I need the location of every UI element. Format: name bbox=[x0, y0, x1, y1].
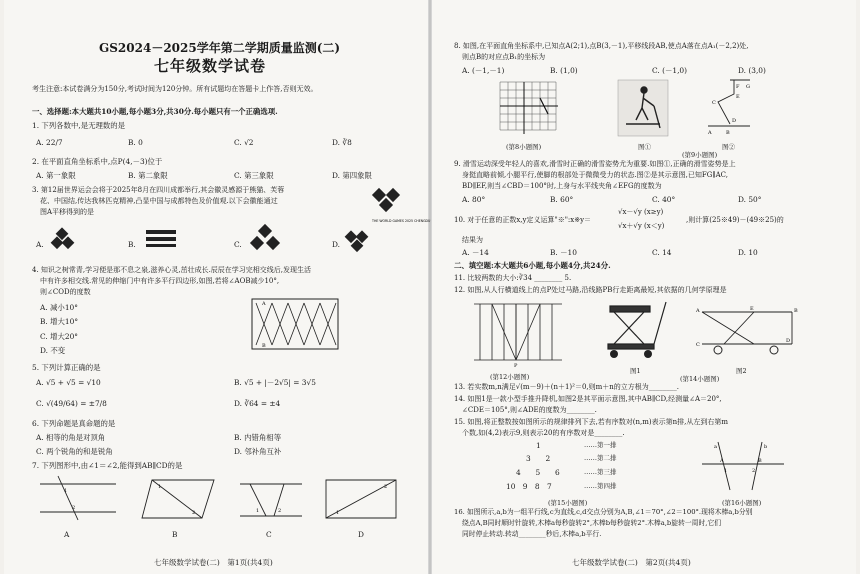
q14-fig2-label: 图2 bbox=[736, 367, 747, 375]
q15-row-3: 4 5 6 bbox=[516, 468, 560, 477]
q10-case2: √x＋√y (x＜y) bbox=[618, 222, 665, 230]
logo-c-choice bbox=[248, 224, 284, 256]
q5-option-b: B. √5 + |－2√5| = 3√5 bbox=[234, 378, 316, 387]
q4-option-b: B. 增大10° bbox=[40, 317, 79, 326]
q1-option-d: D. ∛8 bbox=[332, 138, 352, 147]
q10-option-c: C. 14 bbox=[652, 248, 672, 257]
skier-figure bbox=[616, 78, 670, 138]
svg-text:E: E bbox=[736, 94, 740, 100]
page-left bbox=[4, 0, 431, 574]
logo-a-text: THE WORLD GAMES 2025 CHENGDU bbox=[372, 219, 431, 223]
q8-line2: 则点B的对应点B₁的坐标为 bbox=[462, 53, 546, 61]
q10-case1: √x－√y (x≥y) bbox=[618, 208, 664, 216]
svg-text:1: 1 bbox=[336, 510, 340, 516]
q8-grid-figure bbox=[498, 78, 560, 138]
q16-caption: (第16小题图) bbox=[722, 499, 762, 507]
logo-a-choice bbox=[50, 226, 80, 254]
q9-option-a: A. 80° bbox=[462, 195, 486, 204]
svg-text:1: 1 bbox=[64, 488, 68, 494]
q8-option-b: B. (1,0) bbox=[550, 66, 578, 75]
q9-option-b: B. 60° bbox=[550, 195, 574, 204]
q9-line2: 身挺直略前倾,小腿平行,使脚的根部处于微微受力的状态.图②是其示意图,已知FG∥AC, bbox=[462, 171, 728, 179]
svg-text:2: 2 bbox=[384, 484, 388, 490]
gate-figure bbox=[250, 295, 340, 353]
q4-line2: 中有许多相交线.常见的伸缩门中有许多平行四边形,如图,若将∠AOB减少10°, bbox=[40, 277, 280, 285]
svg-text:B: B bbox=[758, 458, 762, 464]
lift-diagram-figure bbox=[694, 300, 798, 362]
svg-text:P: P bbox=[514, 363, 518, 369]
svg-text:2: 2 bbox=[192, 510, 196, 516]
q6-stem: 6. 下列命题是真命题的是 bbox=[32, 419, 116, 428]
q3-line1: 3. 第12届世界运会会将于2025年8月在四川成都举行,其会徽灵感源于熊猫、芙蓉 bbox=[32, 186, 285, 194]
q14-line1: 14. 如图1是一款小型手推升降机,如图2是其平面示意图,其中AB∥CD,经测量∠A＝20°, bbox=[454, 395, 722, 403]
svg-text:A: A bbox=[708, 130, 712, 136]
svg-text:A: A bbox=[262, 301, 266, 307]
q15-label-2: ……第二排 bbox=[584, 454, 617, 462]
q1-option-c: C. √2 bbox=[234, 138, 254, 147]
footer-right: 七年级数学试卷(二) 第2页(共4页) bbox=[572, 558, 691, 567]
footer-left: 七年级数学试卷(二) 第1页(共4页) bbox=[154, 558, 273, 567]
q16-line3: 同时停止转动.转动________秒后,木棒a,b平行. bbox=[462, 530, 602, 538]
svg-text:1: 1 bbox=[256, 508, 260, 514]
q1-option-b: B. 0 bbox=[128, 138, 143, 147]
q6-option-d: D. 邻补角互补 bbox=[234, 447, 282, 456]
q4-option-a: A. 减小10° bbox=[40, 303, 78, 312]
q10-line2: 结果为 bbox=[462, 236, 483, 244]
svg-text:B: B bbox=[262, 343, 266, 349]
q7-option-a: A bbox=[64, 530, 70, 539]
q2-option-c: C. 第三象限 bbox=[234, 171, 274, 180]
exam-header: GS2024－2025学年第二学期质量监测(二) bbox=[99, 41, 341, 55]
q9-option-c: C. 40° bbox=[652, 195, 676, 204]
notice: 考生注意:本试卷满分为150分,考试时间为120分钟。所有试题均在答题卡上作答,否则无效。 bbox=[32, 85, 318, 93]
svg-text:F: F bbox=[736, 84, 740, 90]
ski-diagram-figure bbox=[704, 76, 754, 138]
q7-figure-d bbox=[322, 474, 402, 524]
q15-row-1: 1 bbox=[536, 441, 541, 450]
q10-tail: ,则计算(25※49)－(49※25)的 bbox=[686, 216, 784, 224]
svg-text:C: C bbox=[696, 342, 700, 348]
q7-figure-a bbox=[38, 474, 118, 524]
svg-text:D: D bbox=[732, 118, 737, 124]
q11: 11. 比较两数的大小:∛34 ________ 5. bbox=[454, 274, 572, 282]
q12-caption: (第12小题图) bbox=[490, 373, 530, 381]
q13: 13. 若实数m,n满足√(m－9)＋(n＋1)²＝0,则m＋n的立方根为________. bbox=[454, 383, 680, 391]
q7-figure-c bbox=[236, 476, 306, 524]
q9-line1: 9. 滑雪运动深受年轻人的喜欢,滑雪时正确的滑雪姿势尤为重要.如图①,正确的滑雪姿势是上 bbox=[454, 160, 736, 168]
q9-fig2-label: 图② bbox=[722, 143, 735, 151]
q9-line3: BD∥EF,则当∠CBD＝100°时,上身与水平线夹角∠EFG的度数为 bbox=[462, 182, 662, 190]
q16-line2: 绕点A,B同时顺时针旋转,木棒a每秒旋转2°,木棒b每秒旋转2°.木棒a,b旋转一周时,它们 bbox=[462, 519, 722, 527]
q15-label-1: ……第一排 bbox=[584, 441, 617, 449]
crosswalk-figure bbox=[470, 298, 566, 368]
q9-option-d: D. 50° bbox=[738, 195, 762, 204]
q4-option-c: C. 增大20° bbox=[40, 332, 78, 341]
q1-option-a: A. 22/7 bbox=[36, 138, 63, 147]
q7-option-d: D bbox=[358, 530, 364, 539]
q8-option-d: D. (3,0) bbox=[738, 66, 766, 75]
svg-text:A: A bbox=[696, 308, 700, 314]
section-1-heading: 一、选择题:本大题共10小题,每小题3分,共30分.每小题只有一个正确选项. bbox=[32, 107, 278, 116]
svg-text:D: D bbox=[786, 338, 791, 344]
q15-caption: (第15小题图) bbox=[548, 499, 588, 507]
section-2-heading: 二、填空题:本大题共6小题,每小题4分,共24分. bbox=[454, 261, 611, 270]
q8-caption: (第8小题图) bbox=[506, 143, 542, 151]
q15-line1: 15. 如图,将正整数按如图所示的规律排列下去,若有序数对(n,m)表示第n排,从左到右第m bbox=[454, 418, 729, 426]
q3-option-d: D. bbox=[332, 240, 341, 249]
q4-option-d: D. 不变 bbox=[40, 346, 66, 355]
q6-option-c: C. 两个锐角的和是锐角 bbox=[36, 447, 113, 456]
svg-text:1: 1 bbox=[724, 468, 728, 474]
lift-cart-figure bbox=[600, 298, 672, 364]
svg-text:2: 2 bbox=[72, 505, 76, 511]
q14-line2: ∠CDE＝105°,则∠ADE的度数为________. bbox=[462, 406, 597, 414]
q10-stem: 10. 对于任意的正数x,y定义运算"※":x※y＝ bbox=[454, 216, 592, 224]
svg-text:2: 2 bbox=[752, 468, 756, 474]
q3-option-c: C. bbox=[234, 240, 242, 249]
q5-option-d: D. ∛64 = ±4 bbox=[234, 399, 281, 408]
q5-option-a: A. √5 + √5 = √10 bbox=[36, 378, 101, 387]
logo-d-choice bbox=[344, 228, 374, 254]
q15-label-3: ……第三排 bbox=[584, 468, 617, 476]
q9-caption: (第9小题图) bbox=[682, 151, 718, 159]
exam-title: 七年级数学试卷 bbox=[154, 57, 267, 75]
svg-text:b: b bbox=[764, 444, 768, 450]
q4-line1: 4. 知识之树常青,学习便是那不息之泉,滋养心灵,茁壮成长.辰辰在学习完相交线后,发现生活 bbox=[32, 266, 312, 274]
q7-option-c: C bbox=[266, 530, 272, 539]
svg-text:a: a bbox=[714, 444, 717, 450]
q15-row-4: 10 9 8 7 bbox=[506, 482, 552, 491]
svg-text:2: 2 bbox=[278, 508, 282, 514]
q4-line3: 则∠COD的度数 bbox=[40, 288, 91, 296]
q2-stem: 2. 在平面直角坐标系中,点P(4,－3)位于 bbox=[32, 157, 163, 166]
q10-option-d: D. 10 bbox=[738, 248, 758, 257]
q7-stem: 7. 下列图形中,由∠1＝∠2,能得到AB∥CD的是 bbox=[32, 461, 183, 470]
q7-option-b: B bbox=[172, 530, 178, 539]
q15-label-4: ……第四排 bbox=[584, 482, 617, 490]
svg-text:B: B bbox=[726, 130, 730, 136]
q16-line1: 16. 如图所示,a,b为一组平行线,c为直线,c,d交点分别为A,B,∠1＝70°,∠2＝100°.现将木棒a,b分别 bbox=[454, 508, 753, 516]
logo-b-choice bbox=[144, 228, 180, 252]
page-right bbox=[432, 0, 856, 574]
q8-option-c: C. (－1,0) bbox=[652, 66, 688, 75]
q8-line1: 8. 如图,在平面直角坐标系中,已知点A(2;1),点B(3,－1),平移线段AB,使点A落在点A₁(－2,2)处, bbox=[454, 42, 749, 50]
q8-option-a: A. (－1,－1) bbox=[462, 66, 505, 75]
q3-line2: 花、中国结,传达我林匹克精神,凸显中国与成都特色及价值观.以下会徽能通过 bbox=[40, 197, 278, 205]
logo-a-figure bbox=[370, 186, 431, 226]
q14-caption: (第14小题图) bbox=[680, 375, 720, 383]
q7-figure-b bbox=[140, 474, 220, 524]
q10-option-a: A. －14 bbox=[462, 248, 489, 257]
q3-option-b: B. bbox=[128, 240, 136, 249]
svg-text:A: A bbox=[720, 458, 724, 464]
svg-text:B: B bbox=[794, 308, 798, 314]
q15-row-2: 3 2 bbox=[526, 454, 551, 463]
q2-option-b: B. 第二象限 bbox=[128, 171, 168, 180]
q2-option-a: A. 第一象限 bbox=[36, 171, 76, 180]
q10-option-b: B. －10 bbox=[550, 248, 577, 257]
q14-fig1-label: 图1 bbox=[630, 367, 641, 375]
q15-line2: 个数,如(4,2)表示9,则表示20的有序数对是________. bbox=[462, 429, 625, 437]
svg-text:E: E bbox=[750, 306, 754, 312]
q6-option-a: A. 相等的角是对顶角 bbox=[36, 433, 106, 442]
q3-line3: 图A平移得到的是 bbox=[40, 208, 95, 216]
q5-option-c: C. √(49/64) = ±7/8 bbox=[36, 399, 107, 408]
q12-line1: 12. 如图,从人行横道线上的点P处过马路,沿线路PB行走距离最短,其依据的几何学原理是 bbox=[454, 286, 727, 294]
rotating-sticks-figure bbox=[700, 438, 786, 494]
q6-option-b: B. 内错角相等 bbox=[234, 433, 282, 442]
svg-text:1: 1 bbox=[158, 484, 162, 490]
q1-stem: 1. 下列各数中,是无理数的是 bbox=[32, 121, 126, 130]
q2-option-d: D. 第四象限 bbox=[332, 171, 372, 180]
q9-fig1-label: 图① bbox=[638, 143, 651, 151]
q3-option-a: A. bbox=[36, 240, 44, 249]
q5-stem: 5. 下列计算正确的是 bbox=[32, 363, 101, 372]
svg-text:G: G bbox=[746, 84, 750, 90]
svg-text:C: C bbox=[712, 100, 716, 106]
